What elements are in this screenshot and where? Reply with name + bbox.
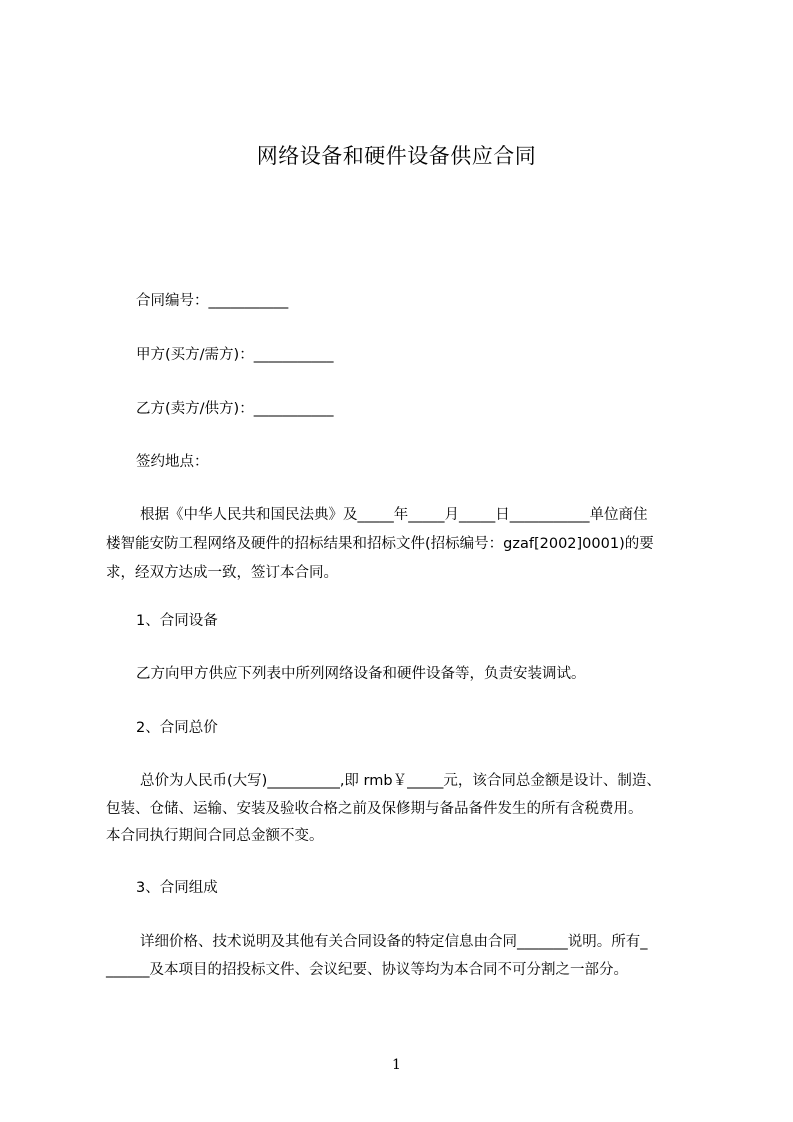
signing-place-line: 签约地点： — [136, 454, 209, 470]
party-b-line: 乙方(卖方/供方)：___________ — [136, 401, 334, 417]
contract-number-line: 合同编号：___________ — [136, 293, 289, 309]
intro-paragraph-line-1: 根据《中华人民共和国民法典》及_____年_____月_____日___________单位商住 — [140, 507, 648, 523]
section-2-line-3: 本合同执行期间合同总金额不变。 — [106, 828, 324, 844]
page-number: 1 — [392, 1057, 401, 1073]
section-2-line-1: 总价为人民币(大写)__________,即 rmb￥_____元，该合同总金额是设计、制造、 — [140, 773, 661, 789]
section-1-text: 乙方向甲方供应下列表中所列网络设备和硬件设备等，负责安装调试。 — [136, 666, 586, 682]
intro-paragraph-line-2: 楼智能安防工程网络及硬件的招标结果和招标文件(招标编号：gzaf[2002]0001)的要 — [106, 536, 654, 552]
document-title: 网络设备和硬件设备供应合同 — [256, 144, 537, 168]
party-a-line: 甲方(买方/需方)：___________ — [136, 347, 334, 363]
section-2-heading: 2、合同总价 — [136, 720, 218, 736]
intro-paragraph-line-3: 求，经双方达成一致，签订本合同。 — [106, 565, 338, 581]
section-1-heading: 1、合同设备 — [136, 613, 218, 629]
section-2-line-2: 包装、仓储、运输、安装及验收合格之前及保修期与备品备件发生的所有含税费用。 — [106, 801, 643, 817]
section-3-line-1: 详细价格、技术说明及其他有关合同设备的特定信息由合同_______说明。所有_ — [140, 934, 648, 950]
section-3-heading: 3、合同组成 — [136, 880, 218, 896]
section-3-line-2: ______及本项目的招投标文件、会议纪要、协议等均为本合同不可分割之一部分。 — [106, 962, 628, 978]
